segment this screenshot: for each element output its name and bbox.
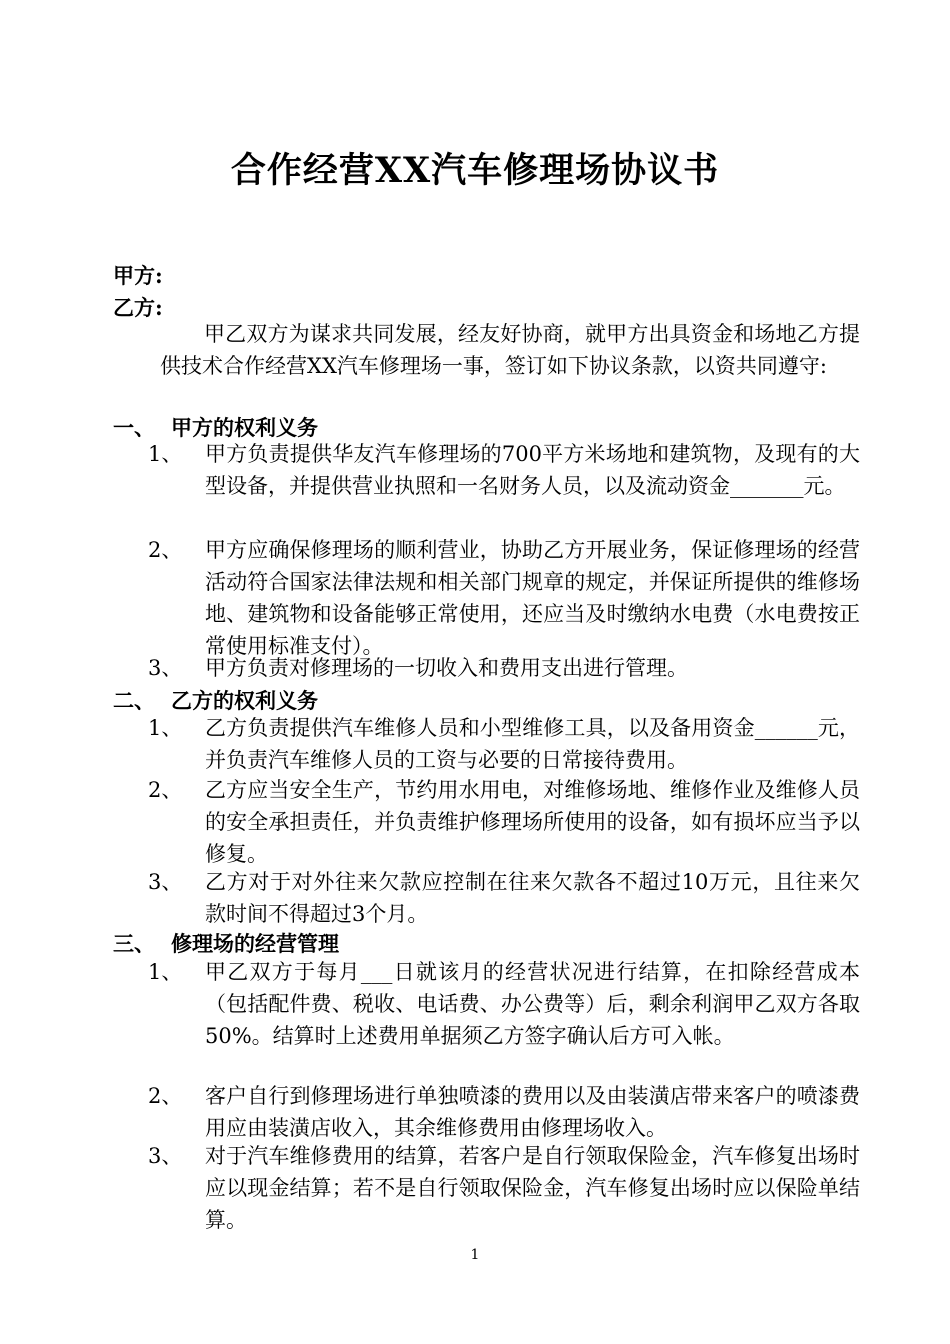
section-heading bbox=[113, 685, 318, 715]
clause-number: 2、 bbox=[148, 778, 183, 802]
clause-item bbox=[148, 1080, 860, 1144]
clause-number: 1、 bbox=[148, 442, 183, 466]
clause-number: 3、 bbox=[148, 870, 183, 894]
section-number: 一、 bbox=[113, 415, 155, 440]
section-title: 甲方的权利义务 bbox=[171, 415, 318, 440]
clause-item bbox=[148, 774, 860, 870]
clause-text: 客户自行到修理场进行单独喷漆的费用以及由装潢店带来客户的喷漆费用应由装潢店收入，其余维修费用由修理场收入。 bbox=[205, 1084, 860, 1140]
clause-number: 1、 bbox=[148, 716, 183, 740]
clause-number: 1、 bbox=[148, 960, 183, 984]
party-b-label: 乙方: bbox=[113, 295, 163, 320]
clause-item bbox=[148, 534, 860, 662]
section-title: 乙方的权利义务 bbox=[171, 688, 318, 713]
clause-text: 对于汽车维修费用的结算，若客户是自行领取保险金，汽车修复出场时应以现金结算；若不是自行领取保险金，汽车修复出场时应以保险单结算。 bbox=[205, 1144, 860, 1232]
clause-text: 甲乙双方于每月___日就该月的经营状况进行结算，在扣除经营成本（包括配件费、税收、电话费、办公费等）后，剩余利润甲乙双方各取50%。结算时上述费用单据须乙方签字确认后方可入帐。 bbox=[205, 960, 860, 1048]
section-number: 二、 bbox=[113, 688, 155, 713]
clause-number: 3、 bbox=[148, 1144, 183, 1168]
section-heading bbox=[113, 928, 339, 958]
clause-text: 甲方负责提供华友汽车修理场的700平方米场地和建筑物，及现有的大型设备，并提供营业执照和一名财务人员，以及流动资金_______元。 bbox=[205, 442, 860, 498]
clause-text: 乙方负责提供汽车维修人员和小型维修工具，以及备用资金______元，并负责汽车维修人员的工资与必要的日常接待费用。 bbox=[205, 716, 860, 772]
clause-item bbox=[148, 866, 860, 930]
clause-item bbox=[148, 1140, 860, 1236]
clause-text: 甲方负责对修理场的一切收入和费用支出进行管理。 bbox=[205, 656, 688, 680]
preamble-paragraph: 甲乙双方为谋求共同发展，经友好协商，就甲方出具资金和场地乙方提供技术合作经营XX汽车修理场一事，签订如下协议条款，以资共同遵守: bbox=[160, 322, 860, 378]
document-title: 合作经营XX汽车修理场协议书 bbox=[230, 150, 720, 191]
page-number: 1 bbox=[470, 1247, 480, 1263]
clause-number: 2、 bbox=[148, 538, 183, 562]
clause-item bbox=[148, 712, 860, 776]
clause-item bbox=[148, 956, 860, 1052]
party-a-label: 甲方: bbox=[113, 263, 163, 288]
clause-number: 2、 bbox=[148, 1084, 183, 1108]
clause-number: 3、 bbox=[148, 656, 183, 680]
clause-text: 乙方对于对外往来欠款应控制在往来欠款各不超过10万元，且往来欠款时间不得超过3个月。 bbox=[205, 870, 860, 926]
clause-text: 甲方应确保修理场的顺利营业，协助乙方开展业务，保证修理场的经营活动符合国家法律法规和相关部门规章的规定，并保证所提供的维修场地、建筑物和设备能够正常使用，还应当及时缴纳水电费（水电费按正常使用标准支付）。 bbox=[205, 538, 860, 658]
clause-text: 乙方应当安全生产，节约用水用电，对维修场地、维修作业及维修人员的安全承担责任，并负责维护修理场所使用的设备，如有损坏应当予以修复。 bbox=[205, 778, 860, 866]
clause-item bbox=[148, 438, 860, 502]
section-title: 修理场的经营管理 bbox=[171, 931, 339, 956]
clause-item bbox=[148, 652, 860, 684]
section-number: 三、 bbox=[113, 931, 155, 956]
